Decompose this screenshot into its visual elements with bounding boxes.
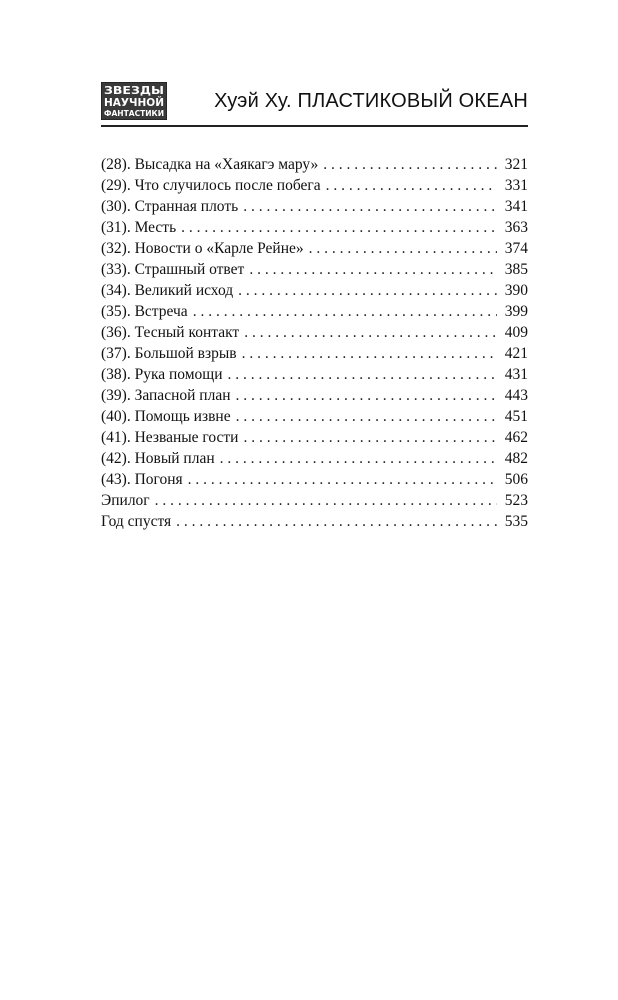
- toc-entry-title: (37). Большой взрыв: [101, 345, 237, 362]
- toc-entry-page: 363: [504, 219, 528, 236]
- logo-line-1: ЗВЕЗДЫ: [104, 85, 164, 97]
- toc-entry-title: (35). Встреча: [101, 303, 188, 320]
- toc-entry-title: Эпилог: [101, 492, 150, 509]
- toc-dot-leader: [193, 303, 497, 321]
- toc-entry-title: (31). Месть: [101, 219, 177, 236]
- toc-dot-leader: [326, 177, 497, 195]
- toc-entry: [101, 261, 528, 282]
- toc-entry-title: (41). Незваные гости: [101, 429, 239, 446]
- header-divider: [101, 125, 528, 127]
- toc-dot-leader: [243, 429, 497, 447]
- book-title: Хуэй Ху. ПЛАСТИКОВЫЙ ОКЕАН: [214, 90, 528, 112]
- toc-entry: [101, 513, 528, 534]
- toc-entry: [101, 156, 528, 177]
- toc-dot-leader: [244, 324, 497, 342]
- toc-entry-page: 421: [504, 345, 528, 362]
- toc-dot-leader: [236, 408, 497, 426]
- toc-entry-page: 451: [504, 408, 528, 425]
- toc-entry-page: 443: [504, 387, 528, 404]
- toc-entry-title: (39). Запасной план: [101, 387, 231, 404]
- toc-entry: [101, 240, 528, 261]
- toc-entry-title: (38). Рука помощи: [101, 366, 223, 383]
- toc-dot-leader: [238, 282, 497, 300]
- toc-entry: [101, 387, 528, 408]
- toc-entry: [101, 219, 528, 240]
- toc-entry-title: (32). Новости о «Карле Рейне»: [101, 240, 304, 257]
- toc-entry: [101, 366, 528, 387]
- toc-entry-title: (43). Погоня: [101, 471, 183, 488]
- toc-dot-leader: [249, 261, 497, 279]
- toc-entry-title: Год спустя: [101, 513, 172, 530]
- toc-entry-page: 399: [504, 303, 528, 320]
- toc-entry-page: 506: [504, 471, 528, 488]
- toc-entry-page: 385: [504, 261, 528, 278]
- toc-dot-leader: [181, 219, 497, 237]
- toc-entry-page: 341: [504, 198, 528, 215]
- toc-entry-title: (42). Новый план: [101, 450, 215, 467]
- toc-entry-page: 482: [504, 450, 528, 467]
- toc-entry: [101, 324, 528, 345]
- toc-entry: [101, 282, 528, 303]
- toc-entry-page: 331: [504, 177, 528, 194]
- toc-entry: [101, 450, 528, 471]
- toc-entry: [101, 408, 528, 429]
- toc-entry-title: (36). Тесный контакт: [101, 324, 240, 341]
- toc-entry: [101, 492, 528, 513]
- series-logo-icon: [101, 82, 167, 120]
- toc-entry-title: (30). Странная плоть: [101, 198, 239, 215]
- toc-dot-leader: [188, 471, 497, 489]
- toc-entry: [101, 303, 528, 324]
- toc-entry: [101, 471, 528, 492]
- table-of-contents: [101, 156, 528, 534]
- running-header: [101, 78, 528, 124]
- toc-dot-leader: [243, 198, 497, 216]
- toc-entry-page: 390: [504, 282, 528, 299]
- toc-entry-page: 431: [504, 366, 528, 383]
- toc-entry-page: 321: [504, 156, 528, 173]
- toc-entry-page: 374: [504, 240, 528, 257]
- toc-entry-page: 535: [504, 513, 528, 530]
- toc-dot-leader: [242, 345, 497, 363]
- toc-dot-leader: [155, 492, 497, 510]
- toc-dot-leader: [323, 156, 497, 174]
- logo-line-3: ФАНТАСТИКИ: [104, 109, 164, 118]
- toc-entry-page: 462: [504, 429, 528, 446]
- toc-entry: [101, 198, 528, 219]
- toc-entry: [101, 345, 528, 366]
- logo-line-2: НАУЧНОЙ: [104, 97, 164, 109]
- toc-dot-leader: [220, 450, 497, 468]
- toc-dot-leader: [236, 387, 498, 405]
- toc-entry: [101, 177, 528, 198]
- toc-entry-title: (33). Страшный ответ: [101, 261, 245, 278]
- toc-entry-title: (40). Помощь извне: [101, 408, 231, 425]
- toc-entry-title: (28). Высадка на «Хаякагэ мару»: [101, 156, 319, 173]
- toc-entry: [101, 429, 528, 450]
- toc-entry-page: 409: [504, 324, 528, 341]
- toc-entry-title: (34). Великий исход: [101, 282, 234, 299]
- toc-entry-page: 523: [504, 492, 528, 509]
- toc-entry-title: (29). Что случилось после побега: [101, 177, 321, 194]
- toc-dot-leader: [176, 513, 497, 531]
- toc-dot-leader: [309, 240, 497, 258]
- toc-dot-leader: [228, 366, 497, 384]
